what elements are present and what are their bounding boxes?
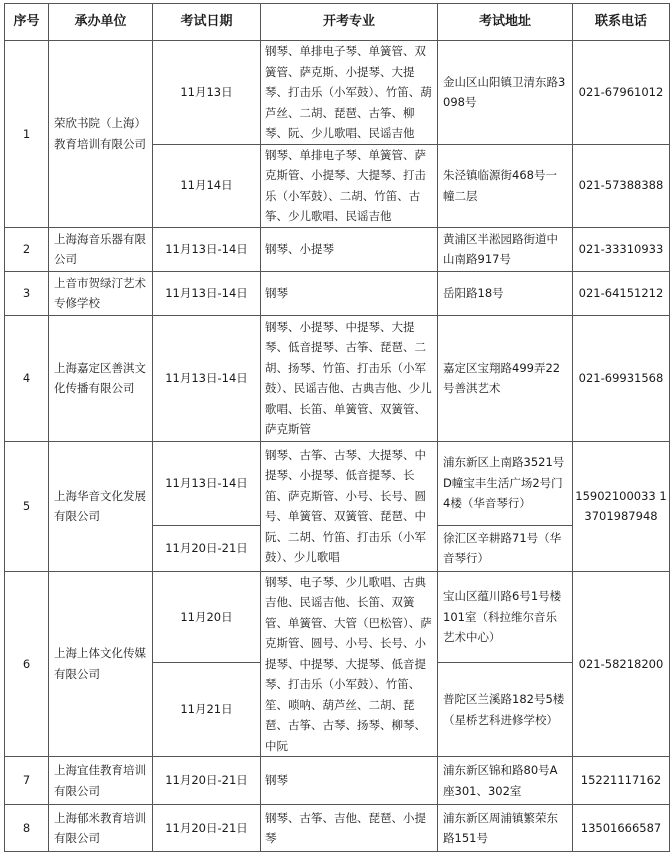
row-majors: 钢琴、小提琴、中提琴、大提琴、低音提琴、古筝、琵琶、二胡、扬琴、竹笛、打击乐（小军鼓）、民谣吉他、古典吉他、少儿歌唱、长笛、单簧管、双簧管、萨克斯管 — [261, 315, 438, 441]
row-address: 普陀区兰溪路182号5楼（星桥艺科进修学校） — [438, 663, 573, 757]
row-address: 黄浦区半淞园路街道中山南路917号 — [438, 227, 573, 271]
row-org: 上海海音乐器有限公司 — [49, 227, 153, 271]
exam-schedule-table — [4, 3, 670, 852]
row-org: 上海郁米教育培训有限公司 — [49, 805, 153, 852]
row-org: 上海上体文化传媒有限公司 — [49, 571, 153, 757]
row-org: 上海宜佳教育培训有限公司 — [49, 757, 153, 805]
row-phone: 021-64151212 — [573, 271, 670, 315]
row-phone: 021-57388388 — [573, 144, 670, 227]
row-address: 徐汇区辛耕路71号（华音琴行） — [438, 525, 573, 571]
header-row — [5, 4, 670, 41]
row-address: 朱泾镇临源街468号一幢二层 — [438, 144, 573, 227]
row-address: 岳阳路18号 — [438, 271, 573, 315]
table-row — [5, 41, 670, 145]
row-date: 11月13日-14日 — [153, 315, 261, 441]
header-address: 考试地址 — [438, 4, 573, 41]
row-phone: 13501666587 — [573, 805, 670, 852]
table-row — [5, 271, 670, 315]
table-row — [5, 315, 670, 441]
row-phone: 15221117162 — [573, 757, 670, 805]
header-no: 序号 — [5, 4, 49, 41]
table-row — [5, 805, 670, 852]
row-no: 4 — [5, 315, 49, 441]
table-row — [5, 757, 670, 805]
row-date: 11月13日 — [153, 41, 261, 145]
row-no: 1 — [5, 41, 49, 228]
table-row — [5, 571, 670, 663]
table-row — [5, 227, 670, 271]
row-address: 宝山区蕴川路6号1号楼101室（科拉维尔音乐艺术中心） — [438, 571, 573, 663]
row-address: 金山区山阳镇卫清东路3098号 — [438, 41, 573, 145]
row-date: 11月14日 — [153, 144, 261, 227]
row-org: 上海嘉定区善淇文化传播有限公司 — [49, 315, 153, 441]
row-majors: 钢琴 — [261, 271, 438, 315]
row-majors: 钢琴 — [261, 757, 438, 805]
row-majors: 钢琴、古筝、古琴、大提琴、中提琴、小提琴、低音提琴、长笛、萨克斯管、小号、长号、圆号、单簧管、双簧管、琵琶、中阮、二胡、竹笛、打击乐（小军鼓）、少儿歌唱 — [261, 441, 438, 571]
row-no: 8 — [5, 805, 49, 852]
row-address: 浦东新区锦和路80号A座301、302室 — [438, 757, 573, 805]
row-date: 11月13日-14日 — [153, 441, 261, 525]
row-majors: 钢琴、单排电子琴、单簧管、双簧管、萨克斯、小提琴、大提琴、打击乐（小军鼓）、竹笛、葫芦丝、二胡、琵琶、古筝、柳琴、阮、少儿歌唱、民谣吉他 — [261, 41, 438, 145]
header-org: 承办单位 — [49, 4, 153, 41]
row-date: 11月13日-14日 — [153, 271, 261, 315]
header-majors: 开考专业 — [261, 4, 438, 41]
row-no: 3 — [5, 271, 49, 315]
row-address: 嘉定区宝翔路499弄22号善淇艺术 — [438, 315, 573, 441]
row-majors: 钢琴、单排电子琴、单簧管、萨克斯管、小提琴、大提琴、打击乐（小军鼓）、二胡、竹笛、古筝、少儿歌唱、民谣吉他 — [261, 144, 438, 227]
table-row — [5, 441, 670, 525]
row-majors: 钢琴、小提琴 — [261, 227, 438, 271]
row-phone: 021-33310933 — [573, 227, 670, 271]
row-phone: 021-58218200 — [573, 571, 670, 757]
row-no: 6 — [5, 571, 49, 757]
row-phone: 021-69931568 — [573, 315, 670, 441]
row-date: 11月20日-21日 — [153, 805, 261, 852]
row-date: 11月20日 — [153, 571, 261, 663]
row-date: 11月13日-14日 — [153, 227, 261, 271]
header-phone: 联系电话 — [573, 4, 670, 41]
row-date: 11月20日-21日 — [153, 757, 261, 805]
row-phone: 021-67961012 — [573, 41, 670, 145]
row-majors: 钢琴、古筝、吉他、琵琶、小提琴 — [261, 805, 438, 852]
row-address: 浦东新区周浦镇繁荣东路151号 — [438, 805, 573, 852]
row-no: 2 — [5, 227, 49, 271]
header-date: 考试日期 — [153, 4, 261, 41]
row-org: 上海华音文化发展有限公司 — [49, 441, 153, 571]
row-org: 上音市贺绿汀艺术专修学校 — [49, 271, 153, 315]
row-address: 浦东新区上南路3521号D幢宝丰生活广场2号门4楼（华音琴行） — [438, 441, 573, 525]
row-no: 7 — [5, 757, 49, 805]
row-no: 5 — [5, 441, 49, 571]
row-majors: 钢琴、电子琴、少儿歌唱、古典吉他、民谣吉他、长笛、双簧管、单簧管、大管（巴松管）、萨克斯管、圆号、小号、长号、小提琴、中提琴、大提琴、低音提琴、打击乐（小军鼓）、竹笛、笙、唢呐、葫芦丝、二胡、琵琶、古筝、古琴、扬琴、柳琴、中阮 — [261, 571, 438, 757]
row-date: 11月21日 — [153, 663, 261, 757]
row-date: 11月20日-21日 — [153, 525, 261, 571]
row-org: 荣欣书院（上海）教育培训有限公司 — [49, 41, 153, 228]
row-phone: 15902100033 13701987948 — [573, 441, 670, 571]
